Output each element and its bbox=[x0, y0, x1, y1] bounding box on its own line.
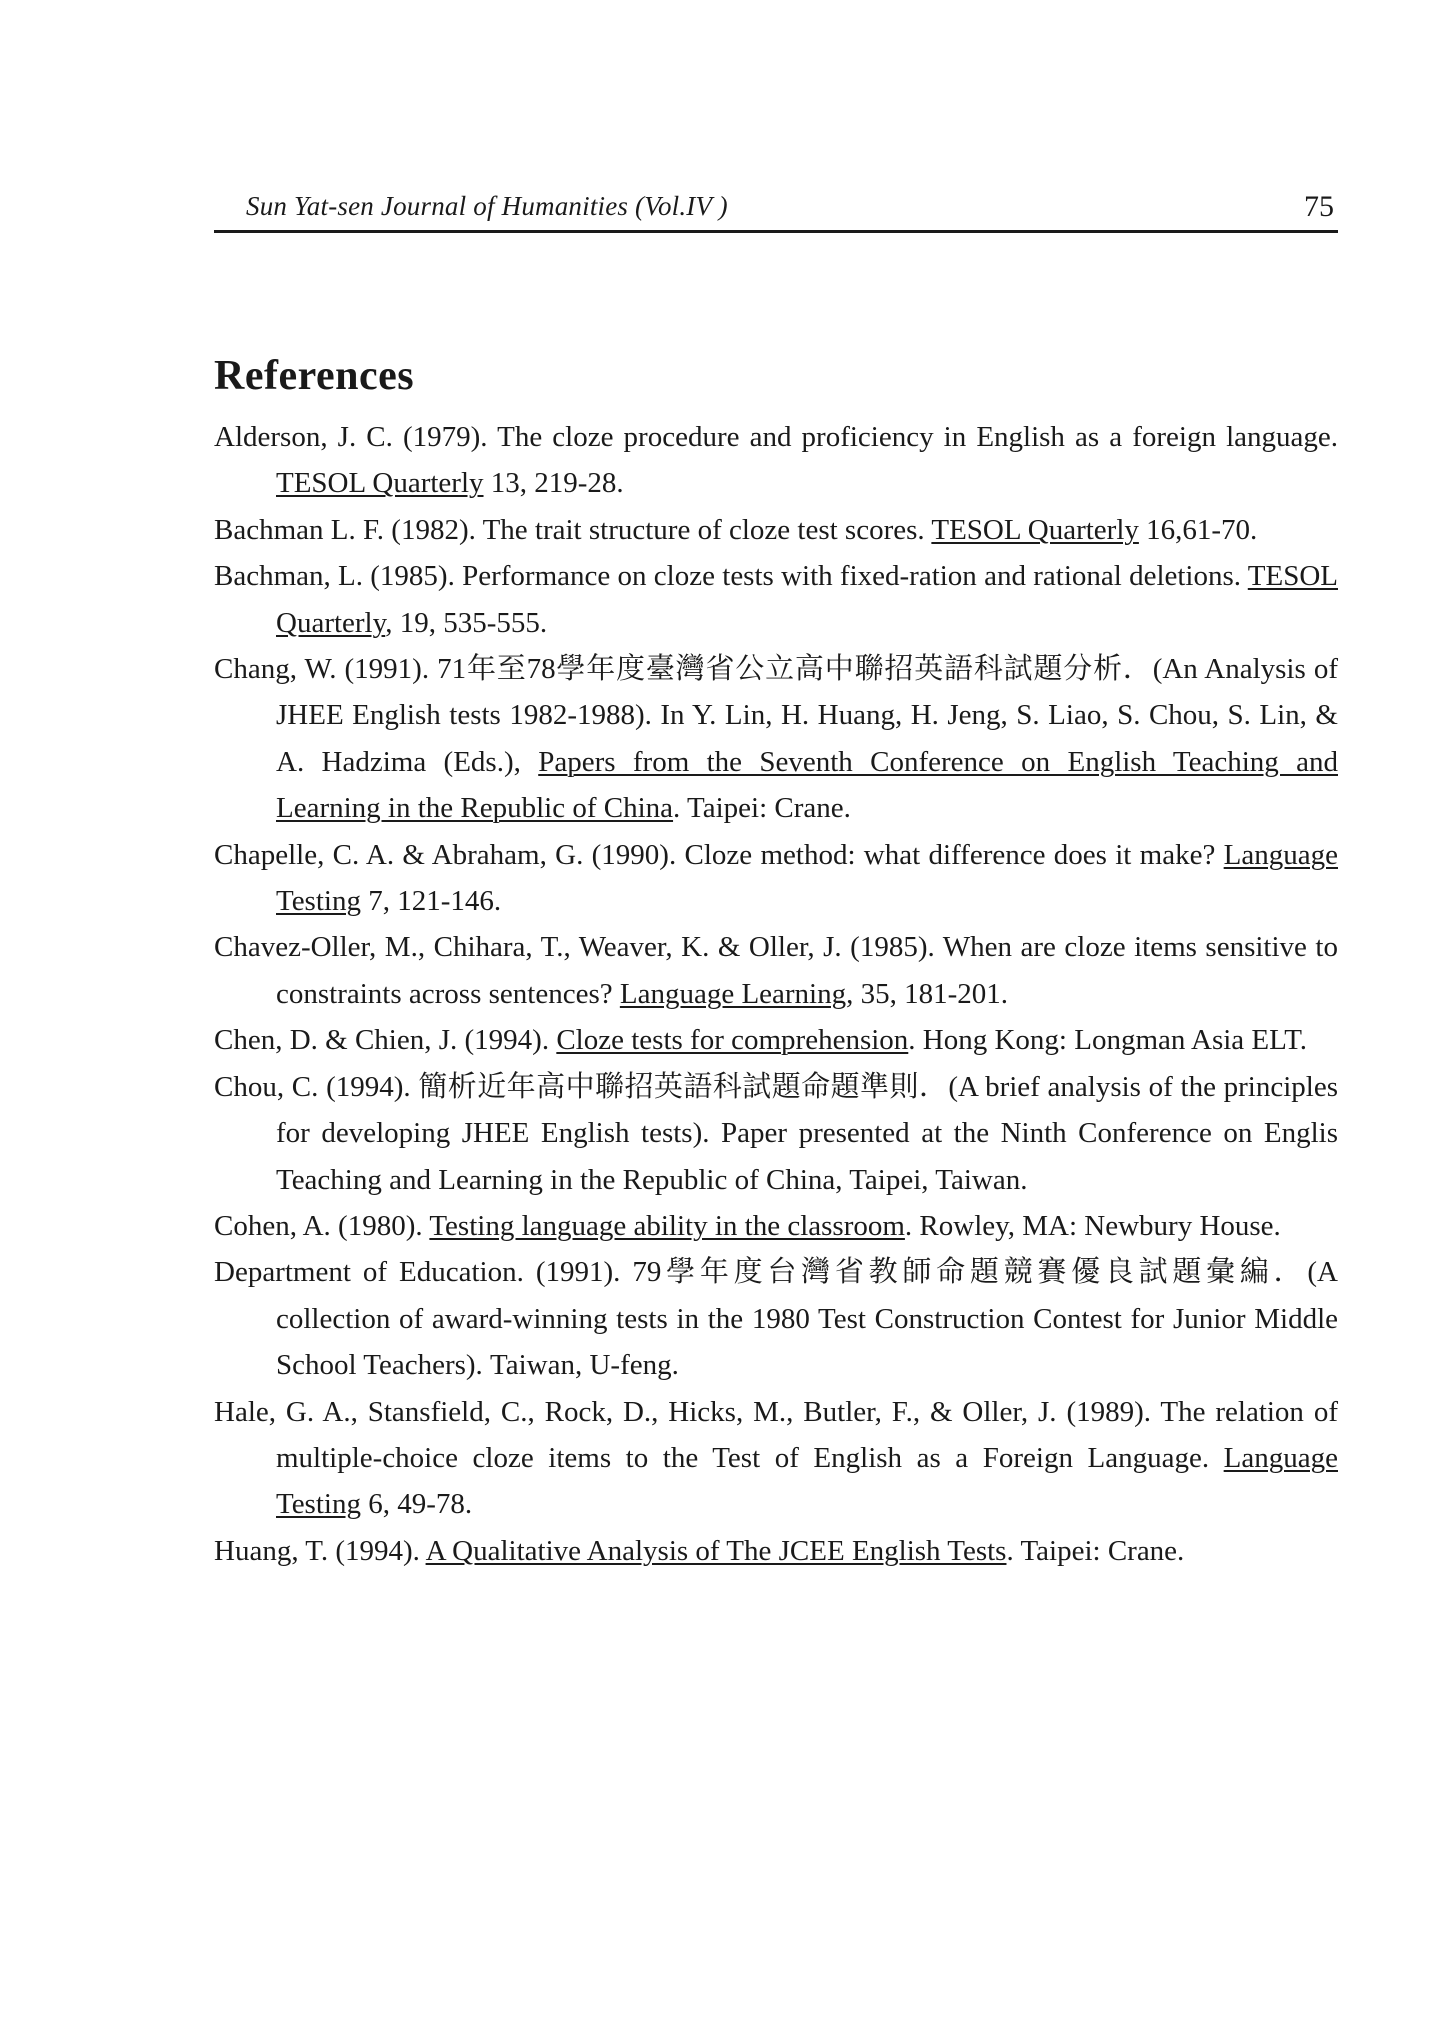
reference-title: TESOL Quarterly bbox=[276, 560, 1338, 639]
running-header bbox=[214, 184, 1338, 233]
reference-entry-bachman-1982: Bachman L. F. (1982). The trait structure of cloze test scores. TESOL Quarterly 16,61-70. bbox=[214, 513, 1258, 546]
page-number: 75 bbox=[1304, 190, 1334, 223]
reference-title: Language Testing bbox=[276, 1441, 1338, 1521]
reference-entry-chou-1994: Chou, C. (1994). 簡析近年高中聯招英語科試題命題準則．(A brief analysis of the principles for developing JHEE English tests). Paper presented at the Ninth Conference on Englis Teaching and Learning in the Republic of China, Taipei, Taiwan. bbox=[214, 1070, 1338, 1196]
reference-entry-chang-1991: Chang, W. (1991). 71年至78學年度臺灣省公立高中聯招英語科試題分析．(An Analysis of JHEE English tests 1982-1988). In Y. Lin, H. Huang, H. Jeng, S. Liao, S. Chou, S. Lin, & A. Hadzima (Eds.), Papers from the Seventh Conference on English Teaching and Learning in the Republic of China. Taipei: Crane. bbox=[214, 653, 1338, 825]
reference-entry-chen-1994: Chen, D. & Chien, J. (1994). Cloze tests for comprehension. Hong Kong: Longman Asia ELT. bbox=[214, 1024, 1308, 1057]
reference-title: A Qualitative Analysis of The JCEE English Tests bbox=[425, 1534, 1007, 1567]
reference-entry-chapelle-1990: Chapelle, C. A. & Abraham, G. (1990). Cloze method: what difference does it make? Language Testing 7, 121-146. bbox=[214, 838, 1338, 918]
reference-list bbox=[214, 414, 1338, 1574]
reference-title: Language Learning bbox=[619, 977, 847, 1010]
reference-title: TESOL Quarterly bbox=[276, 467, 484, 500]
reference-title: Testing language ability in the classroom bbox=[429, 1209, 905, 1242]
reference-title: Papers from the Seventh Conference on English Teaching and Learning in the Republic of China bbox=[276, 745, 1338, 825]
reference-entry-alderson-1979: Alderson, J. C. (1979). The cloze procedure and proficiency in English as a foreign language. TESOL Quarterly 13, 219-28. bbox=[214, 421, 1338, 500]
section-heading: References bbox=[214, 353, 415, 399]
reference-entry-huang-1994: Huang, T. (1994). A Qualitative Analysis of The JCEE English Tests. Taipei: Crane. bbox=[214, 1534, 1185, 1567]
reference-title: Language Testing bbox=[276, 838, 1338, 918]
reference-title: Cloze tests for comprehension bbox=[556, 1024, 909, 1057]
reference-entry-hale-1989: Hale, G. A., Stansfield, C., Rock, D., Hicks, M., Butler, F., & Oller, J. (1989). The relation of multiple-choice cloze items to the Test of English as a Foreign Language. Language Testing 6, 49-78. bbox=[214, 1395, 1338, 1521]
reference-entry-bachman-1985: Bachman, L. (1985). Performance on cloze tests with fixed-ration and rational deletions. TESOL Quarterly, 19, 535-555. bbox=[214, 560, 1338, 639]
journal-title: Sun Yat-sen Journal of Humanities (Vol.IV ) bbox=[246, 191, 728, 221]
reference-entry-department-of-education-1991: Department of Education. (1991). 79學年度台灣省教師命題競賽優良試題彙編．(A collection of award-winning tests in the 1980 Test Construction Contest for Junior Middle School Teachers). Taiwan, U-feng. bbox=[214, 1256, 1338, 1382]
reference-entry-chavez-oller-1985: Chavez-Oller, M., Chihara, T., Weaver, K. & Oller, J. (1985). When are cloze items sensitive to constraints across sentences? Language Learning, 35, 181-201. bbox=[214, 931, 1338, 1010]
reference-title: TESOL Quarterly bbox=[931, 513, 1139, 546]
reference-entry-cohen-1980: Cohen, A. (1980). Testing language ability in the classroom. Rowley, MA: Newbury House. bbox=[214, 1209, 1281, 1242]
